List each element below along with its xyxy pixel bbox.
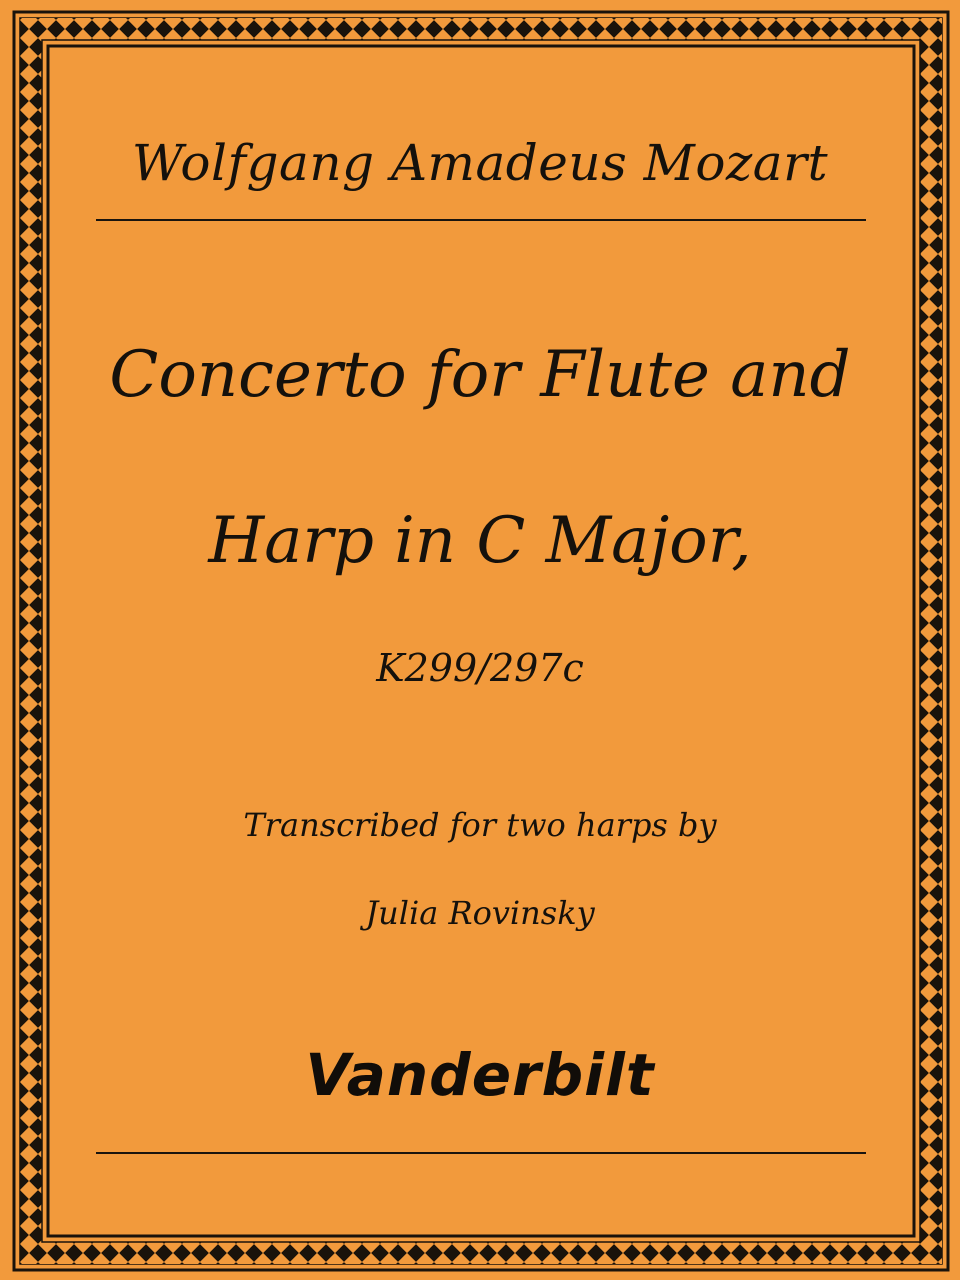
bottom-divider bbox=[96, 1152, 866, 1154]
catalog-number: K299/297c bbox=[376, 646, 584, 690]
title-line-2: Harp in C Major, bbox=[208, 504, 752, 578]
composer-name: Wolfgang Amadeus Mozart bbox=[131, 134, 829, 192]
arranger-name: Julia Rovinsky bbox=[365, 894, 595, 932]
publisher-logo: Vanderbilt bbox=[305, 1041, 655, 1109]
title-line-1: Concerto for Flute and bbox=[109, 338, 851, 412]
transcription-note: Transcribed for two harps by bbox=[243, 806, 717, 844]
top-divider bbox=[96, 219, 866, 221]
